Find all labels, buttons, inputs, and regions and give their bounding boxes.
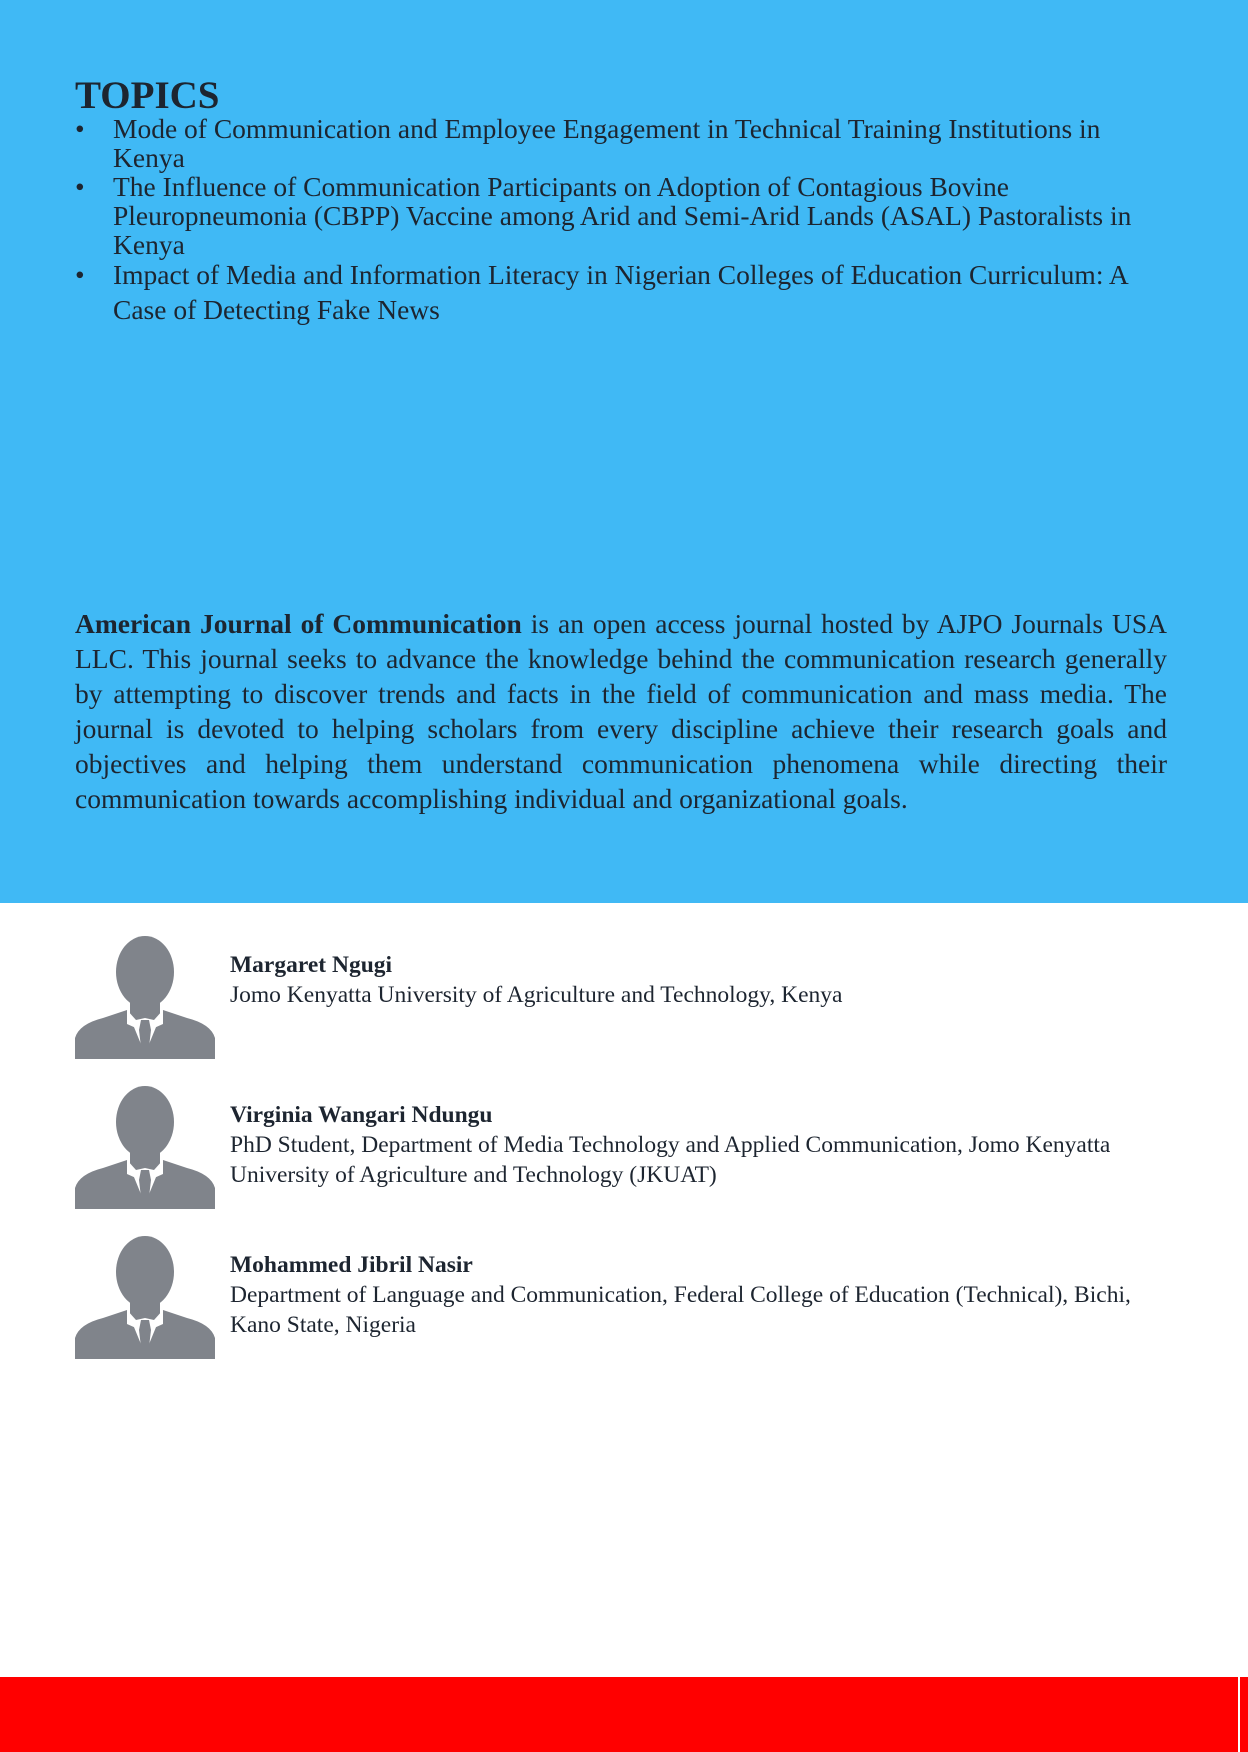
bullet-icon: • xyxy=(75,171,85,202)
author-name: Margaret Ngugi xyxy=(230,952,393,978)
person-silhouette-icon xyxy=(75,1234,215,1359)
topics-list xyxy=(75,114,1165,327)
author-affiliation: Jomo Kenyatta University of Agriculture and Technology, Kenya xyxy=(230,982,843,1008)
topic-text: Mode of Communication and Employee Engagement in Technical Training Institutions in Kenya xyxy=(113,113,1101,173)
journal-description-text: is an open access journal hosted by AJPO Journals USA LLC. This journal seeks to advance the knowledge behind the communication research generally by attempting to discover trends and facts in the field of communication and mass media. The journal is devoted to helping scholars from every discipline achieve their research goals and objectives and helping them understand communication phenomena while directing their communication towards accomplishing individual and organizational goals. xyxy=(75,608,1167,814)
bullet-icon: • xyxy=(75,259,85,290)
topics-heading: TOPICS xyxy=(75,74,220,117)
author-entry xyxy=(75,934,1175,1059)
author-affiliation: Department of Language and Communication, Federal College of Education (Technical), Bichi, Kano State, Nigeria xyxy=(230,1282,1131,1338)
topic-item xyxy=(75,257,1165,327)
author-affiliation: PhD Student, Department of Media Technology and Applied Communication, Jomo Kenyatta University of Agriculture and Technology (JKUAT) xyxy=(230,1132,1111,1188)
author-info xyxy=(230,950,1170,1010)
author-name: Virginia Wangari Ndungu xyxy=(230,1102,493,1128)
red-footer-band xyxy=(0,1677,1238,1752)
journal-description xyxy=(75,606,1167,816)
topic-text: The Influence of Communication Participants on Adoption of Contagious Bovine Pleuropneumonia (CBPP) Vaccine among Arid and Semi-Arid Lands (ASAL) Pastoralists in Kenya xyxy=(113,171,1132,260)
author-info xyxy=(230,1100,1170,1190)
footer-edge xyxy=(1238,1677,1248,1752)
journal-name: American Journal of Communication xyxy=(75,608,522,639)
topic-item xyxy=(75,172,1165,259)
bullet-icon: • xyxy=(75,113,85,144)
author-entry xyxy=(75,1084,1175,1209)
topic-item xyxy=(75,114,1165,172)
topic-text: Impact of Media and Information Literacy in Nigerian Colleges of Education Curriculum: A Case of Detecting Fake News xyxy=(113,259,1128,325)
person-silhouette-icon xyxy=(75,1084,215,1209)
person-silhouette-icon xyxy=(75,934,215,1059)
author-entry xyxy=(75,1234,1175,1359)
author-name: Mohammed Jibril Nasir xyxy=(230,1252,473,1278)
author-info xyxy=(230,1250,1170,1340)
